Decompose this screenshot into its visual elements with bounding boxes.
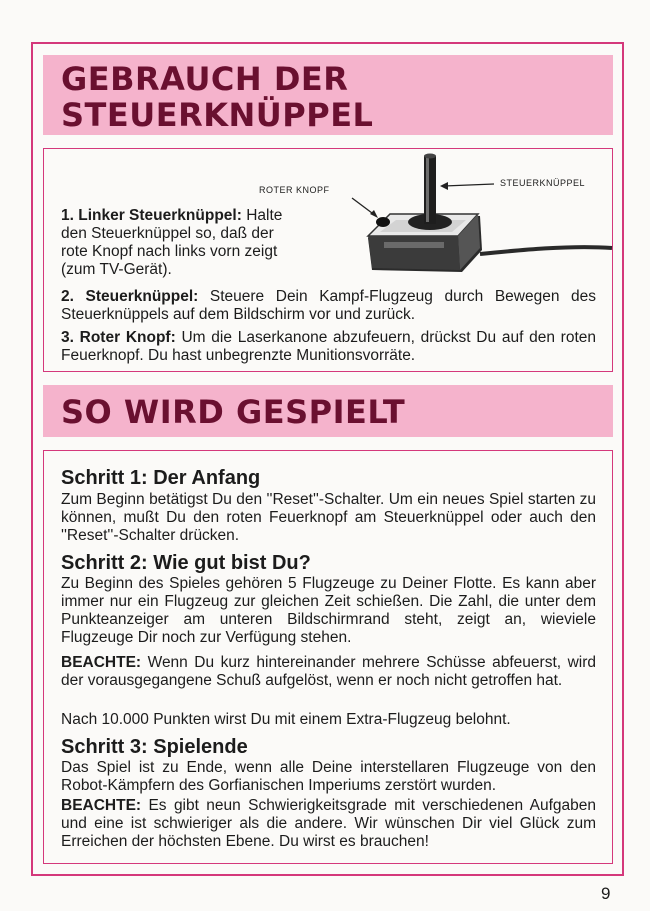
note-text: Wenn Du kurz hintereinander mehrere Schüsse abfeuerst, wird der vorausgegangene Schuß aufgelöst, wenn er noch nicht getroffen hat. <box>61 654 596 689</box>
red-button-label: ROTER KNOPF <box>259 185 330 195</box>
item-2-joystick <box>61 288 596 324</box>
step-heading: Schritt 1: Der Anfang <box>61 467 261 489</box>
section-title: SO WIRD GESPIELT <box>61 393 406 431</box>
step-paragraph: Zu Beginn des Spieles gehören 5 Flugzeuge zu Deiner Flotte. Es kann aber immer nur ein Flugzeug zur gleichen Zeit schießen. Die Zahl, die unter dem Punkteanzeiger am unteren Bildschirmrand steht, zeigt an, wieviele Flugzeuge Dir noch zur Verfügung stehen. <box>61 575 596 646</box>
note-label: BEACHTE: <box>61 797 142 814</box>
item-text: Um die Laserkanone abzufeuern, drückst Du auf den roten Feuerknopf. Du hast unbegrenzte Munitionsvorräte. <box>61 329 596 364</box>
item-1-left-joystick <box>61 207 321 279</box>
item-text: den Steuerknüppel so, daß der <box>61 225 274 242</box>
step-extra: Nach 10.000 Punkten wirst Du mit einem Extra-Flugzeug belohnt. <box>61 711 511 728</box>
joystick-label: STEUERKNÜPPEL <box>500 178 586 188</box>
step-paragraph: Das Spiel ist zu Ende, wenn alle Deine interstellaren Flugzeuge von den Robot-Kämpfern des Gorfianischen Imperiums zerstört wurden. <box>61 759 596 794</box>
section-title-line1: GEBRAUCH DER <box>61 60 349 98</box>
section-banner-controls <box>43 55 613 135</box>
item-label: 2. Steuerknüppel: <box>61 288 199 305</box>
step-paragraph: Zum Beginn betätigst Du den ''Reset''-Schalter. Um ein neues Spiel starten zu können, mußt Du den roten Feuerknopf am Steuerknüppel oder auch den ''Reset''-Schalter drücken. <box>61 491 596 544</box>
item-label: 3. Roter Knopf: <box>61 329 176 346</box>
step-heading: Schritt 2: Wie gut bist Du? <box>61 552 311 574</box>
section-banner-gameplay <box>43 385 613 437</box>
item-text: Halte <box>241 207 283 224</box>
item-text: rote Knopf nach links vorn zeigt <box>61 243 278 260</box>
page-number: 9 <box>601 884 611 903</box>
step-note <box>61 654 596 690</box>
note-text: Es gibt neun Schwierigkeitsgrade mit verschiedenen Aufgaben und eine ist schwieriger als die andere. Wir wünschen Dir viel Glück zum Erreichen der höchsten Ebene. Du wirst es brauchen! <box>61 797 596 850</box>
note-label: BEACHTE: <box>61 654 142 671</box>
item-label: 1. Linker Steuerknüppel: <box>61 207 242 224</box>
section-title-line2: STEUERKNÜPPEL <box>61 96 374 134</box>
item-text: (zum TV-Gerät). <box>61 261 172 278</box>
item-text: Steuere Dein Kampf-Flugzeug durch Bewegen des Steuerknüppels auf dem Bildschirm vor und zurück. <box>61 288 597 323</box>
step-note <box>61 797 596 851</box>
item-3-red-button <box>61 329 596 365</box>
joystick-illustration <box>340 150 620 285</box>
step-heading: Schritt 3: Spielende <box>61 736 248 758</box>
